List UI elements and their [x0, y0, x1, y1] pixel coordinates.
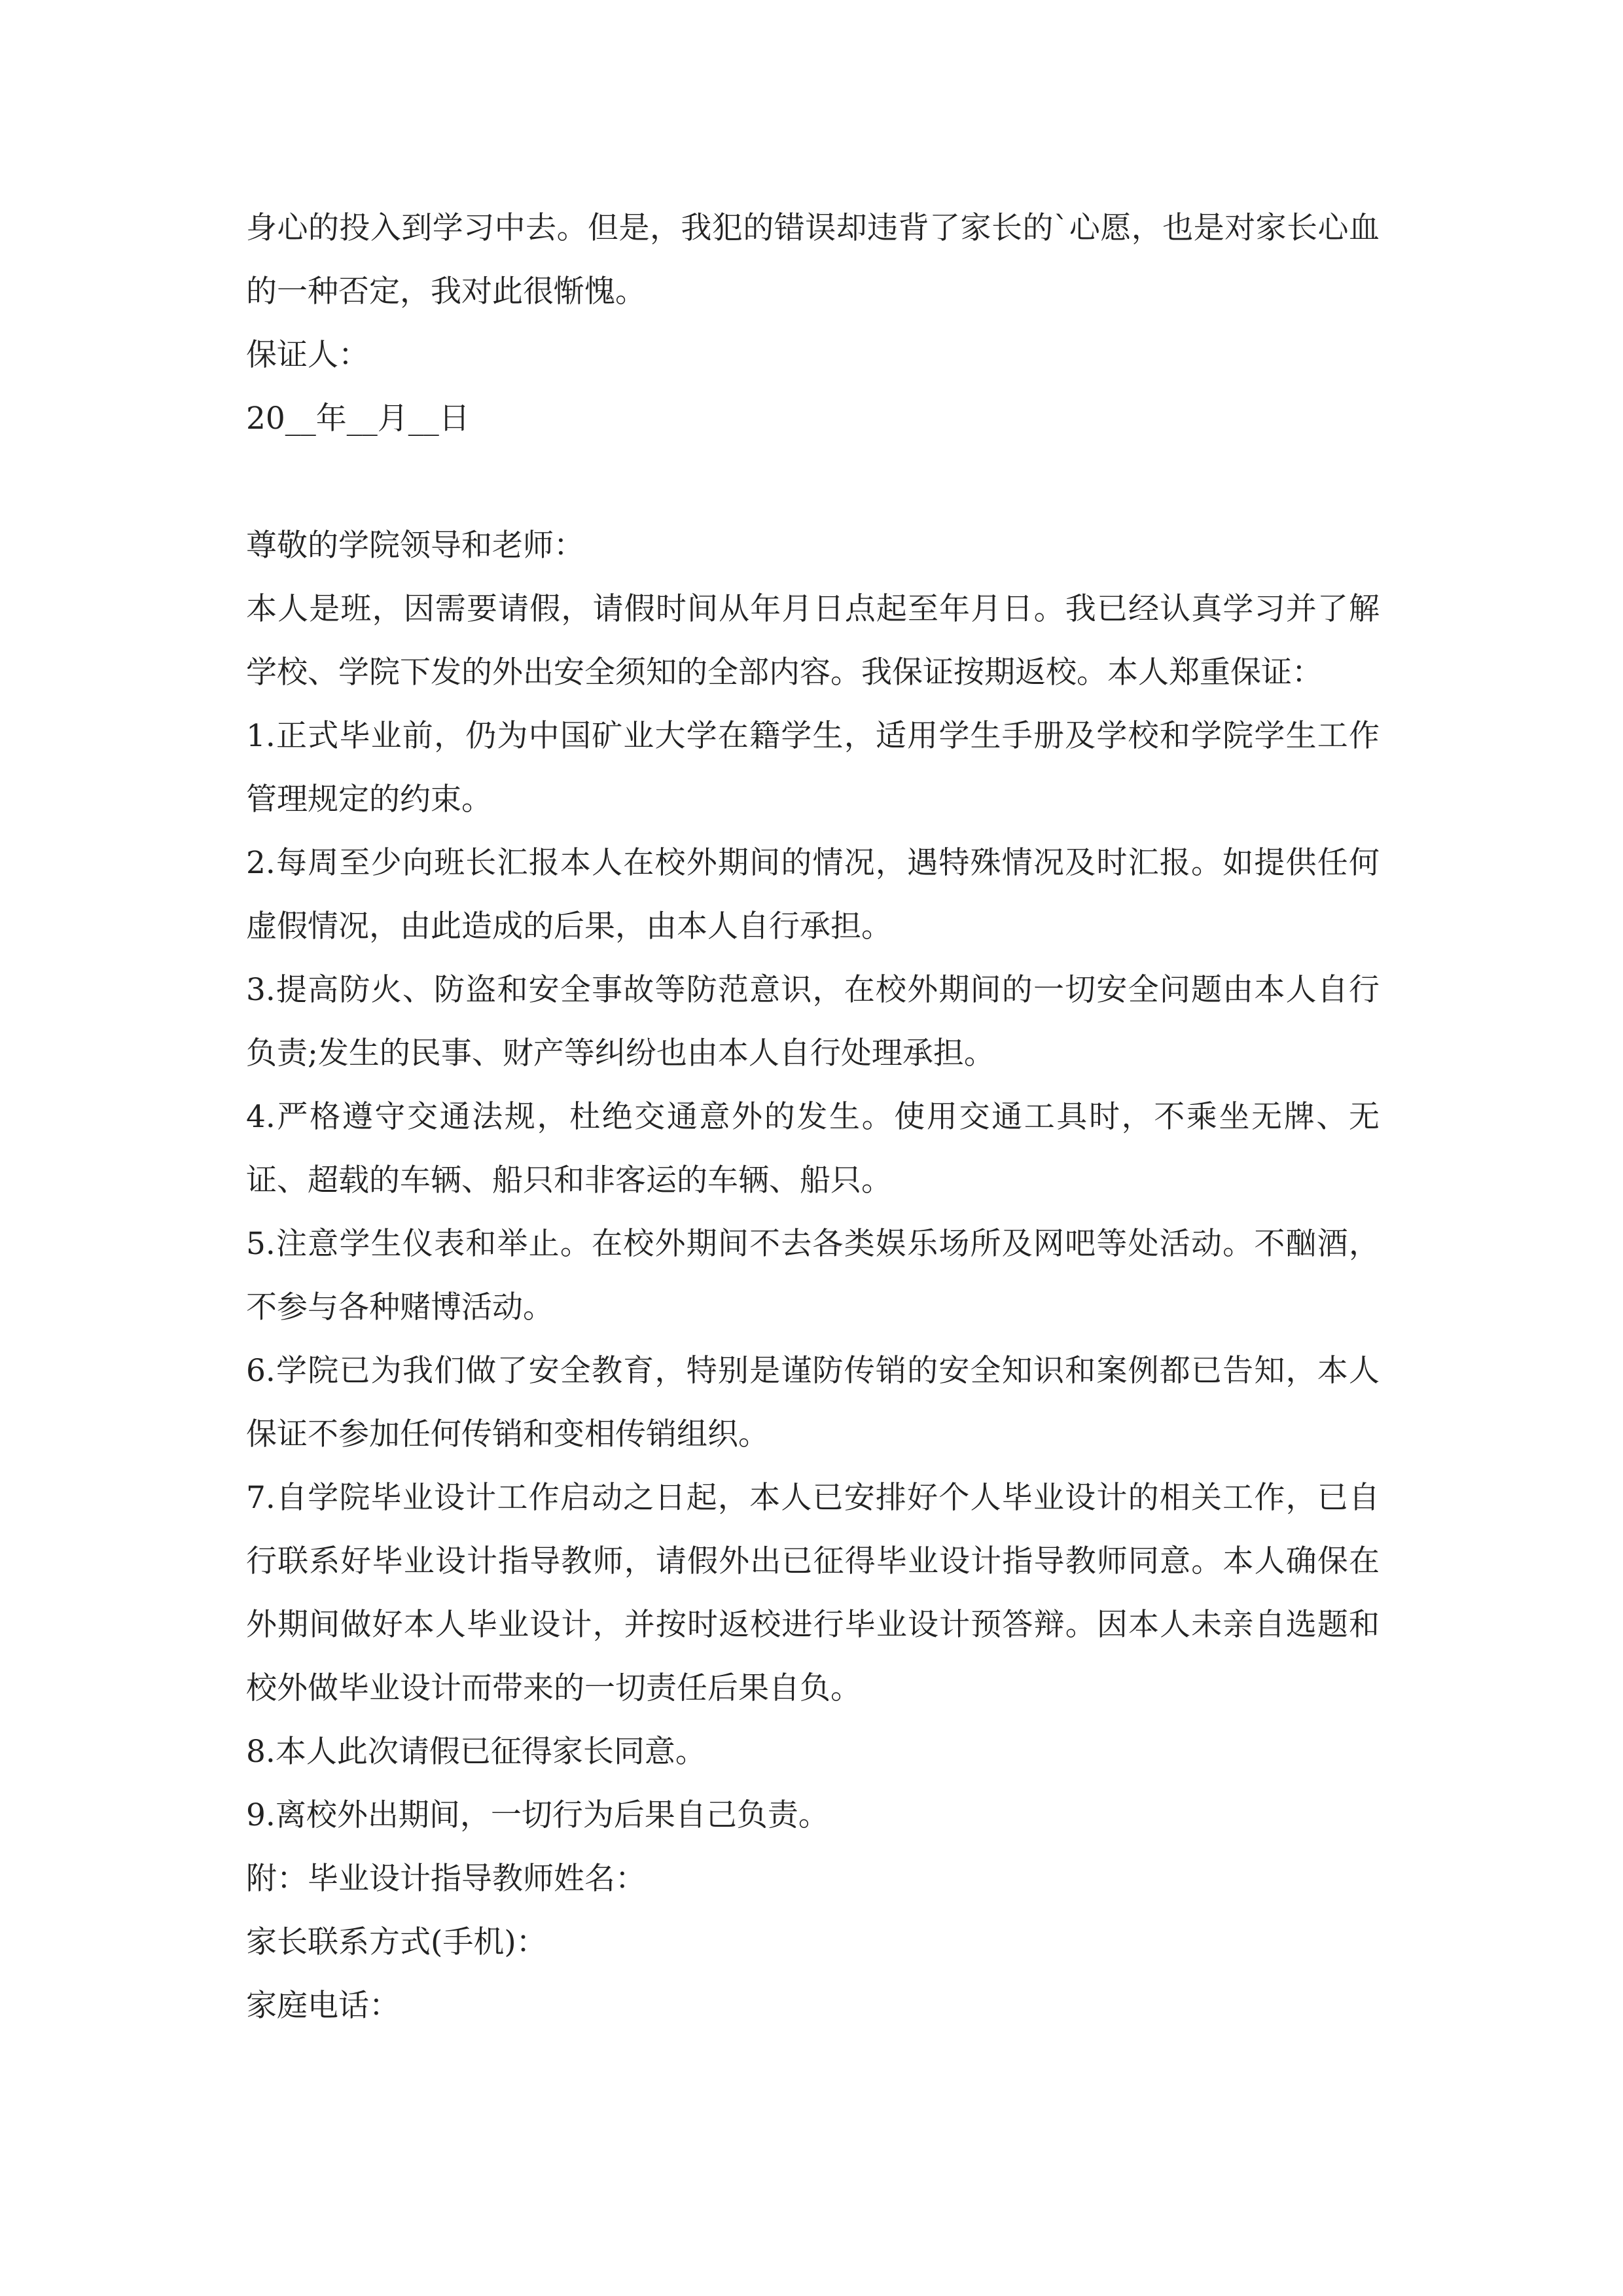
salutation: 尊敬的学院领导和老师： [246, 528, 584, 564]
pledge-item-8: 8.本人此次请假已征得家长同意。 [246, 1734, 706, 1770]
pledge-item-7: 7.自学院毕业设计工作启动之日起，本人已安排好个人毕业设计的相关工作，已自行联系好毕业设计指导教师，请假外出已征得毕业设计指导教师同意。本人确保在外期间做好本人毕业设计，并按时返校进行毕业设计预答辩。因本人未亲自选题和校外做毕业设计而带来的一切责任后果自负。 [246, 1480, 1380, 1706]
home-phone: 家庭电话： [246, 1988, 400, 2024]
date-line: 20__年__月__日 [246, 401, 470, 437]
pledge-item-3: 3.提高防火、防盗和安全事故等防范意识，在校外期间的一切安全问题由本人自行负责;发生的民事、财产等纠纷也由本人自行处理承担。 [246, 972, 1380, 1071]
paragraph-intro: 身心的投入到学习中去。但是，我犯的错误却违背了家长的`心愿，也是对家长心血的一种否定，我对此很惭愧。 [246, 210, 1380, 310]
section-gap [246, 450, 1380, 514]
guarantor-label: 保证人： [246, 337, 369, 373]
pledge-item-1: 1.正式毕业前，仍为中国矿业大学在籍学生，适用学生手册及学校和学院学生工作管理规定的约束。 [246, 718, 1380, 817]
body-paragraph: 本人是班，因需要请假，请假时间从年月日点起至年月日。我已经认真学习并了解学校、学院下发的外出安全须知的全部内容。我保证按期返校。本人郑重保证： [246, 591, 1380, 691]
pledge-item-5: 5.注意学生仪表和举止。在校外期间不去各类娱乐场所及网吧等处活动。不酗酒，不参与各种赌博活动。 [246, 1226, 1380, 1325]
document-content [246, 196, 1380, 2037]
pledge-item-6: 6.学院已为我们做了安全教育，特别是谨防传销的安全知识和案例都已告知，本人保证不参加任何传销和变相传销组织。 [246, 1353, 1380, 1452]
attachment-advisor-name: 附：毕业设计指导教师姓名： [246, 1861, 646, 1897]
parent-contact: 家长联系方式(手机)： [246, 1924, 547, 1960]
pledge-item-2: 2.每周至少向班长汇报本人在校外期间的情况，遇特殊情况及时汇报。如提供任何虚假情况，由此造成的后果，由本人自行承担。 [246, 845, 1380, 944]
pledge-item-9: 9.离校外出期间，一切行为后果自己负责。 [246, 1797, 829, 1833]
pledge-item-4: 4.严格遵守交通法规，杜绝交通意外的发生。使用交通工具时，不乘坐无牌、无证、超载的车辆、船只和非客运的车辆、船只。 [246, 1099, 1380, 1198]
